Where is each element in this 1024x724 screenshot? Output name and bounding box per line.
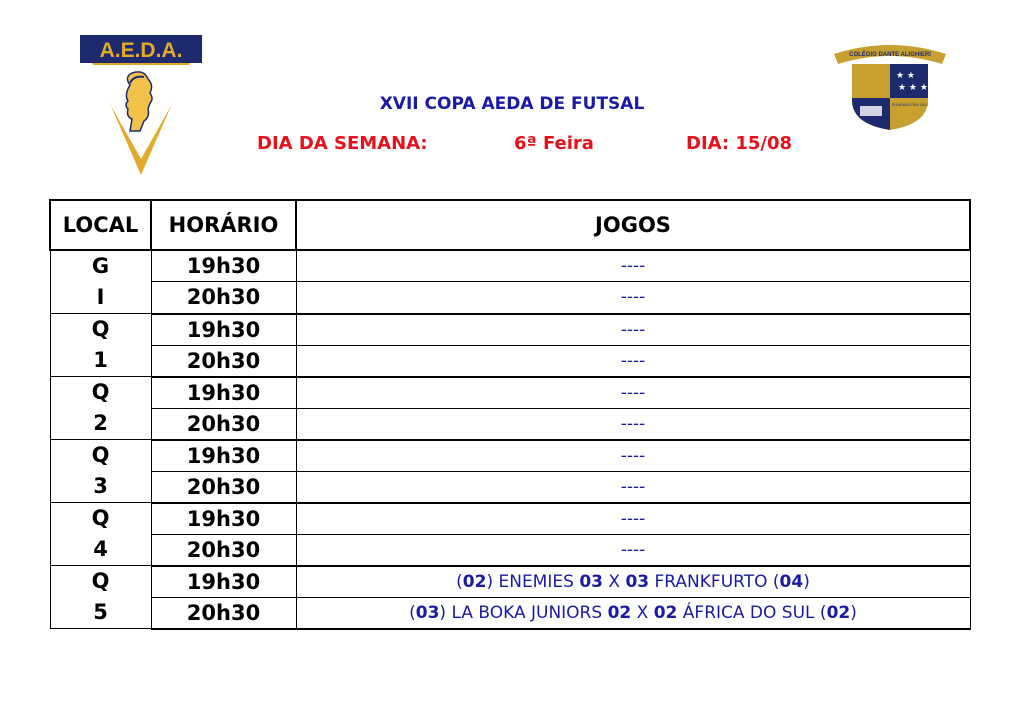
- table-row: [50, 377, 970, 409]
- local-cell: [50, 440, 151, 503]
- team-b: ÁFRICA DO SUL: [682, 602, 815, 623]
- team-a: LA BOKA JUNIORS: [451, 602, 603, 623]
- time-cell: 19h30: [151, 503, 296, 535]
- time-cell: 19h30: [151, 566, 296, 598]
- local-cell: [50, 250, 151, 314]
- game-cell: ----: [296, 377, 970, 409]
- table-row: [50, 566, 970, 598]
- vs-label: X: [608, 571, 621, 592]
- local-letter: Q: [91, 443, 110, 467]
- game-cell: ----: [296, 503, 970, 535]
- local-letter: Q: [91, 380, 110, 404]
- score-b: 03: [625, 571, 650, 592]
- game-cell: ----: [296, 408, 970, 440]
- time-cell: 19h30: [151, 314, 296, 346]
- table-row: [50, 314, 970, 346]
- game-cell: ----: [296, 440, 970, 472]
- local-cell: [50, 377, 151, 440]
- table-header-row: [50, 200, 970, 250]
- score-b: 02: [653, 602, 678, 623]
- seed-b: 02: [826, 602, 851, 623]
- table-row: [50, 408, 970, 440]
- local-letter: Q: [91, 569, 110, 593]
- time-cell: 19h30: [151, 440, 296, 472]
- game-cell: ----: [296, 250, 970, 282]
- header-jogos: JOGOS: [296, 200, 970, 250]
- local-cell: [50, 314, 151, 377]
- page-title: XVII COPA AEDA DE FUTSAL: [379, 94, 645, 114]
- svg-text:★ ★ ★: ★ ★ ★: [898, 83, 928, 93]
- team-b: FRANKFURTO: [654, 571, 768, 592]
- weekday-label: DIA DA SEMANA:: [257, 133, 428, 154]
- seed-a: 03: [415, 602, 440, 623]
- header-local: LOCAL: [50, 200, 151, 250]
- game-cell: (02) ENEMIES 03 X 03 FRANKFURTO (04): [296, 566, 970, 598]
- game-cell: (03) LA BOKA JUNIORS 02 X 02 ÁFRICA DO SUL (02): [296, 597, 970, 629]
- aeda-logo-text: A.E.D.A.: [99, 39, 183, 62]
- dante-alighieri-logo: [832, 40, 948, 132]
- time-cell: 20h30: [151, 282, 296, 314]
- seed-b: 04: [779, 571, 804, 592]
- time-cell: 19h30: [151, 250, 296, 282]
- table-row: [50, 282, 970, 314]
- dante-logo-text: COLÉGIO DANTE ALIGHIERI: [849, 52, 931, 58]
- schedule-table: [49, 199, 971, 630]
- game-cell: ----: [296, 471, 970, 503]
- time-cell: 20h30: [151, 408, 296, 440]
- score-a: 03: [579, 571, 603, 592]
- score-a: 02: [607, 602, 632, 623]
- game-cell: ----: [296, 282, 970, 314]
- seed-a: 02: [462, 571, 487, 592]
- svg-text:★ ★: ★ ★: [896, 71, 915, 81]
- local-cell: [50, 503, 151, 566]
- game-cell: ----: [296, 314, 970, 346]
- table-row: [50, 597, 970, 629]
- local-letter: G: [91, 254, 110, 278]
- local-number: 1: [93, 348, 108, 372]
- header-horario: HORÁRIO: [151, 200, 296, 250]
- game-cell: ----: [296, 534, 970, 566]
- table-row: [50, 534, 970, 566]
- game-cell: ----: [296, 345, 970, 377]
- time-cell: 20h30: [151, 471, 296, 503]
- table-row: [50, 440, 970, 472]
- table-row: [50, 503, 970, 535]
- vs-label: X: [636, 602, 649, 623]
- time-cell: 19h30: [151, 377, 296, 409]
- local-number: 2: [93, 411, 108, 435]
- local-number: I: [96, 285, 105, 309]
- local-number: 5: [93, 600, 108, 624]
- weekday-value: 6ª Feira: [514, 133, 594, 154]
- local-number: 4: [93, 537, 108, 561]
- local-letter: Q: [91, 317, 110, 341]
- date-label: DIA: 15/08: [686, 133, 793, 154]
- time-cell: 20h30: [151, 534, 296, 566]
- table-row: [50, 250, 970, 282]
- dante-logo-subtext: FUNDADO EM 1911: [891, 102, 929, 107]
- team-a: ENEMIES: [498, 571, 574, 592]
- local-letter: Q: [91, 506, 110, 530]
- table-row: [50, 471, 970, 503]
- local-cell: [50, 566, 151, 629]
- time-cell: 20h30: [151, 597, 296, 629]
- time-cell: 20h30: [151, 345, 296, 377]
- table-row: [50, 345, 970, 377]
- local-number: 3: [93, 474, 108, 498]
